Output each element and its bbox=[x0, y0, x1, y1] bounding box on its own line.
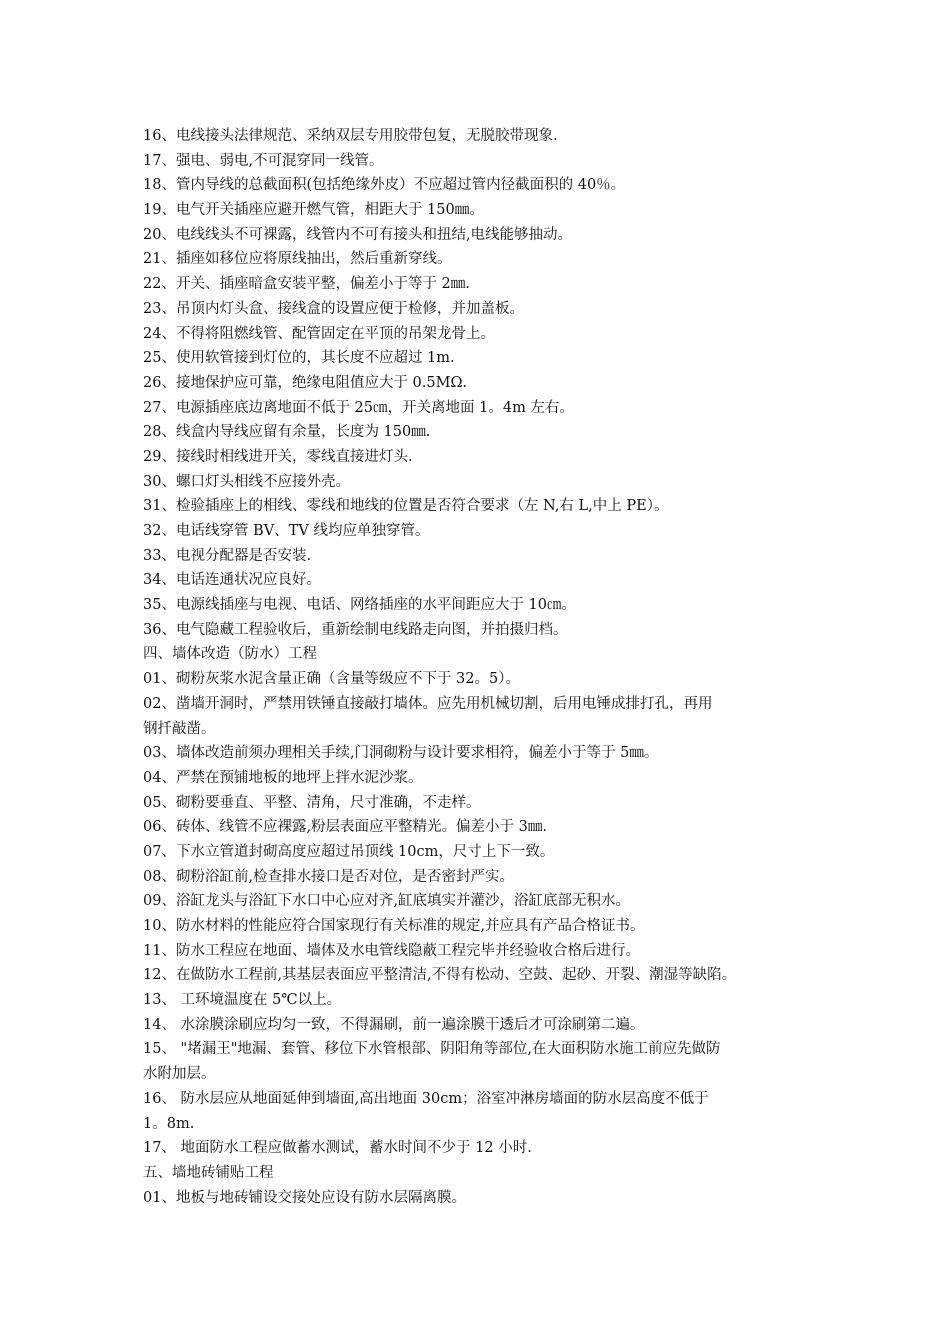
document-line: 29、接线时相线进开关，零线直接进灯头. bbox=[143, 448, 413, 465]
document-line: 16、 防水层应从地面延伸到墙面,高出地面 30cm；浴室冲淋房墙面的防水层高度不低于 bbox=[143, 1090, 709, 1107]
document-line: 19、电气开关插座应避开燃气管，相距大于 150㎜。 bbox=[143, 202, 484, 219]
document-line: 05、砌粉要垂直、平整、清角，尺寸准确，不走样。 bbox=[143, 794, 481, 811]
document-line: 26、接地保护应可靠，绝缘电阻值应大于 0.5MΩ. bbox=[143, 374, 468, 391]
document-line: 01、砌粉灰浆水泥含量正确（含量等级应不下于 32。5）。 bbox=[143, 671, 520, 688]
document-line: 28、线盒内导线应留有余量，长度为 150㎜. bbox=[143, 424, 431, 441]
document-line: 10、防水材料的性能应符合国家现行有关标准的规定,并应具有产品合格证书。 bbox=[143, 918, 645, 934]
document-line: 11、防水工程应在地面、墙体及水电管线隐蔽工程完毕并经验收合格后进行。 bbox=[143, 942, 640, 959]
document-line: 25、使用软管接到灯位的，其长度不应超过 1m. bbox=[143, 350, 455, 367]
document-line: 水附加层。 bbox=[143, 1066, 216, 1083]
document-line: 09、浴缸龙头与浴缸下水口中心应对齐,缸底填实并灌沙，浴缸底部无积水。 bbox=[143, 893, 631, 910]
document-line: 33、电视分配器是否安装. bbox=[143, 547, 312, 564]
document-line: 四、墙体改造（防水）工程 bbox=[143, 646, 317, 663]
document-line: 23、吊顶内灯头盒、接线盒的设置应便于检修，并加盖板。 bbox=[143, 300, 524, 317]
document-line: 17、 地面防水工程应做蓄水测试，蓄水时间不少于 12 小时. bbox=[143, 1140, 532, 1157]
document-line: 24、不得将阻燃线管、配管固定在平顶的吊架龙骨上。 bbox=[143, 325, 495, 342]
document-body bbox=[143, 124, 823, 1210]
document-line: 07、下水立管道封砌高度应超过吊顶线 10cm，尺寸上下一致。 bbox=[143, 843, 555, 860]
document-line: 08、砌粉浴缸前,检查排水接口是否对位，是否密封严实。 bbox=[143, 868, 515, 885]
document-line: 30、螺口灯头相线不应接外壳。 bbox=[143, 473, 350, 490]
document-line: 32、电话线穿管 BV、TV 线均应单独穿管。 bbox=[143, 523, 430, 539]
document-line: 36、电气隐藏工程验收后，重新绘制电线路走向图，并拍摄归档。 bbox=[143, 621, 568, 638]
document-line: 06、砖体、线管不应裸露,粉层表面应平整精光。偏差小于 3㎜. bbox=[143, 819, 548, 836]
document-line: 16、电线接头法律规范、采纳双层专用胶带包复，无脱胶带现象. bbox=[143, 128, 558, 144]
document-line: 04、严禁在预铺地板的地坪上拌水泥沙浆。 bbox=[143, 769, 423, 786]
document-line: 27、电源插座底边离地面不低于 25㎝，开关离地面 1。4m 左右。 bbox=[143, 399, 574, 416]
document-line: 35、电源线插座与电视、电话、网络插座的水平间距应大于 10㎝。 bbox=[143, 597, 577, 614]
document-line: 17、强电、弱电,不可混穿同一线管。 bbox=[143, 152, 384, 169]
document-line: 14、 水涂膜涂刷应均匀一致，不得漏刷，前一遍涂膜干透后才可涂刷第二遍。 bbox=[143, 1016, 645, 1033]
document-line: 02、凿墙开洞时，严禁用铁锤直接敲打墙体。应先用机械切割，后用电锤成排打孔，再用 bbox=[143, 695, 713, 712]
document-line: 五、墙地砖铺贴工程 bbox=[143, 1164, 274, 1181]
document-line: 34、电话连通状况应良好。 bbox=[143, 572, 321, 589]
document-line: 12、在做防水工程前,其基层表面应平整清洁,不得有松动、空鼓、起砂、开裂、潮湿等缺陷。 bbox=[143, 967, 737, 984]
document-line: 22、开关、插座暗盒安装平整，偏差小于等于 2㎜. bbox=[143, 276, 470, 293]
document-line: 钢扦敲凿。 bbox=[143, 720, 216, 737]
document-line: 20、电线线头不可裸露，线管内不可有接头和扭结,电线能够抽动。 bbox=[143, 226, 573, 243]
document-line: 13、 工环境温度在 5℃以上。 bbox=[143, 992, 342, 1009]
document-line: 18、管内导线的总截面积(包括绝缘外皮）不应超过管内径截面积的 40％。 bbox=[143, 177, 626, 194]
document-line: 1。8m. bbox=[143, 1115, 195, 1132]
document-line: 21、插座如移位应将原线抽出，然后重新穿线。 bbox=[143, 251, 452, 268]
document-line: 01、地板与地砖铺设交接处应设有防水层隔离膜。 bbox=[143, 1189, 466, 1206]
document-line: 31、检验插座上的相线、零线和地线的位置是否符合要求（左 N,右 L,中上 PE）。 bbox=[143, 498, 669, 515]
document-line: 15、 "堵漏王"地漏、套管、移位下水管根部、阴阳角等部位,在大面积防水施工前应先做防 bbox=[143, 1041, 721, 1058]
document-line: 03、墙体改造前须办理相关手续,门洞砌粉与设计要求相符，偏差小于等于 5㎜。 bbox=[143, 745, 659, 762]
